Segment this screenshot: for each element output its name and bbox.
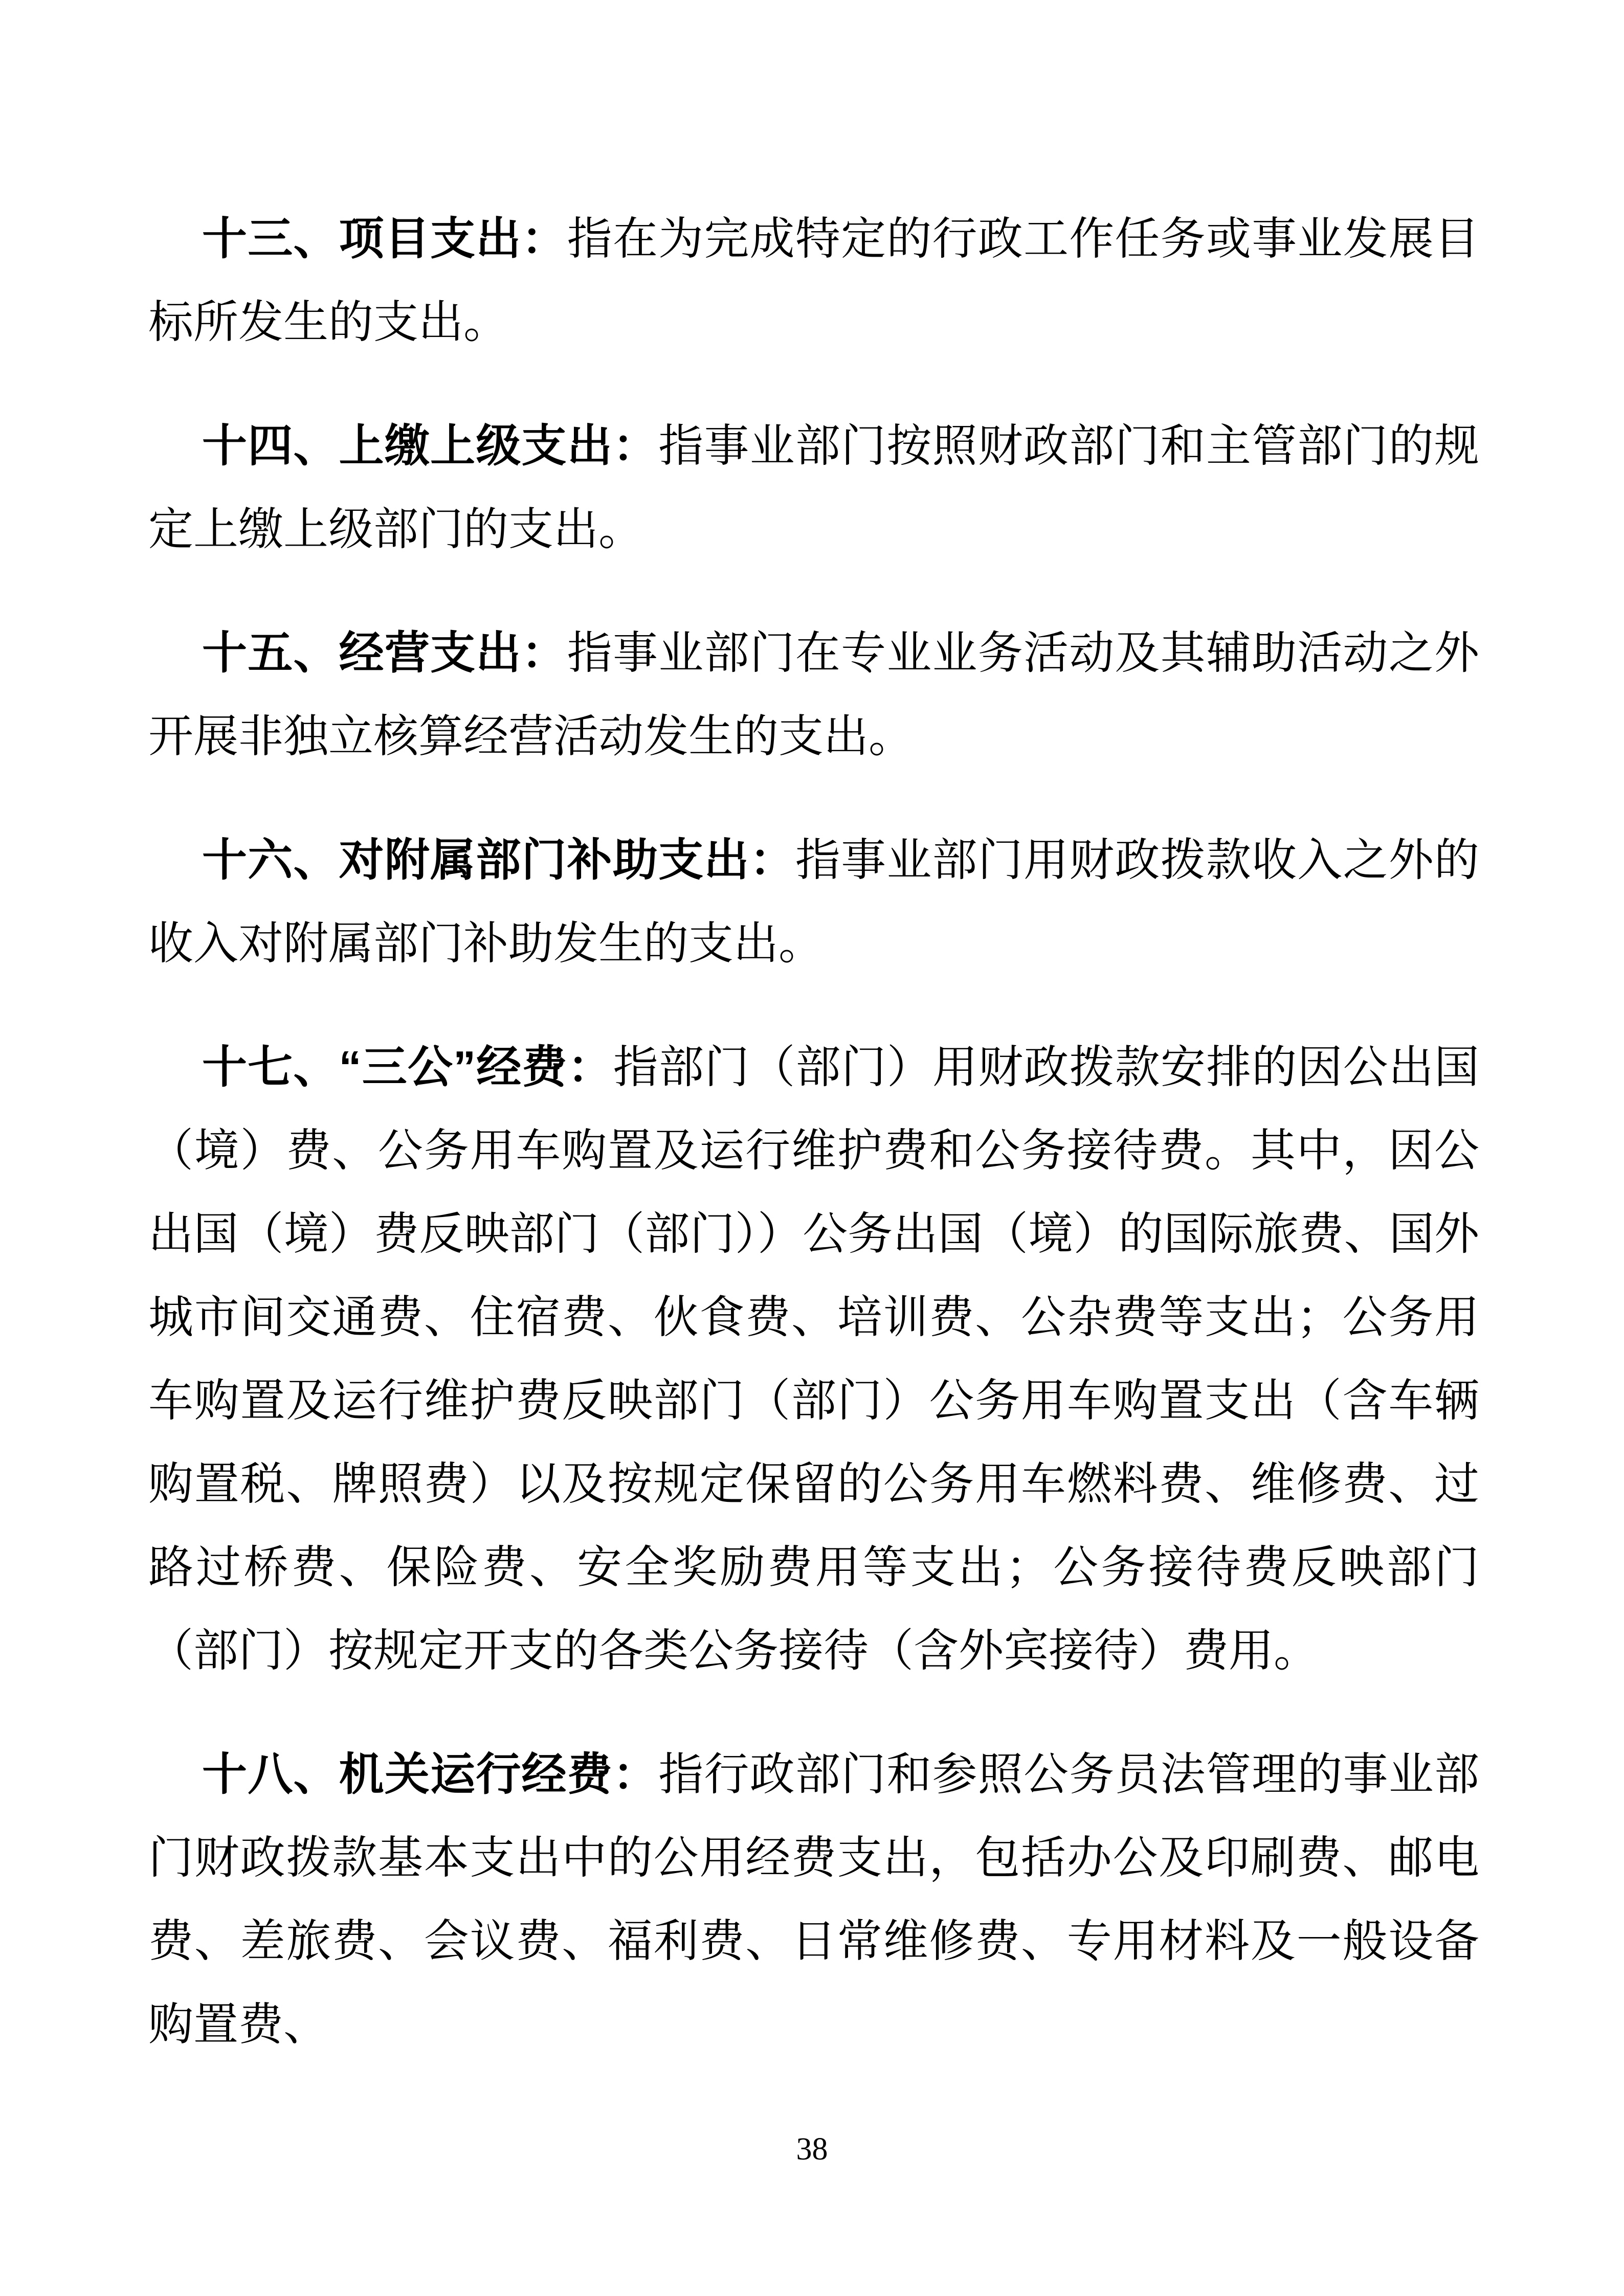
paragraph-item-14 [148, 404, 1479, 572]
term-18-heading: 十八、机关运行经费： [202, 1749, 659, 1799]
term-14-definition: 指事业部门按照财政部门和主管部门的规定上缴上级部门的支出。 [148, 422, 1479, 555]
term-15-definition: 指事业部门在专业业务活动及其辅助活动之外开展非独立核算经营活动发生的支出。 [148, 629, 1479, 762]
term-15-heading: 十五、经营支出： [202, 627, 567, 678]
paragraph-item-16 [148, 818, 1479, 986]
paragraph-item-15 [148, 611, 1479, 779]
term-14-heading: 十四、上缴上级支出： [202, 420, 659, 471]
term-17-definition: 指部门（部门）用财政拨款安排的因公出国（境）费、公务用车购置及运行维护费和公务接待费。其中，因公出国（境）费反映部门（部门））公务出国（境）的国际旅费、国外城市间交通费、住宿费、伙食费、培训费、公杂费等支出；公务用车购置及运行维护费反映部门（部门）公务用车购置支出（含车辆购置税、牌照费）以及按规定保留的公务用车燃料费、维修费、过路过桥费、保险费、安全奖励费用等支出；公务接待费反映部门（部门）按规定开支的各类公务接待（含外宾接待）费用。 [148, 1043, 1479, 1676]
term-17-heading: 十七、“三公”经费： [202, 1042, 613, 1092]
paragraph-item-18 [148, 1732, 1479, 2067]
term-18-definition: 指行政部门和参照公务员法管理的事业部门财政拨款基本支出中的公用经费支出，包括办公及印刷费、邮电费、差旅费、会议费、福利费、日常维修费、专用材料及一般设备购置费、 [148, 1750, 1479, 2050]
paragraph-item-13 [148, 197, 1479, 365]
paragraph-item-17 [148, 1025, 1479, 1693]
term-16-definition: 指事业部门用财政拨款收入之外的收入对附属部门补助发生的支出。 [148, 836, 1479, 969]
term-13-heading: 十三、项目支出： [202, 213, 567, 264]
term-16-heading: 十六、对附属部门补助支出： [202, 835, 795, 885]
term-13-definition: 指在为完成特定的行政工作任务或事业发展目标所发生的支出。 [148, 215, 1479, 348]
page-number: 38 [796, 2132, 828, 2167]
